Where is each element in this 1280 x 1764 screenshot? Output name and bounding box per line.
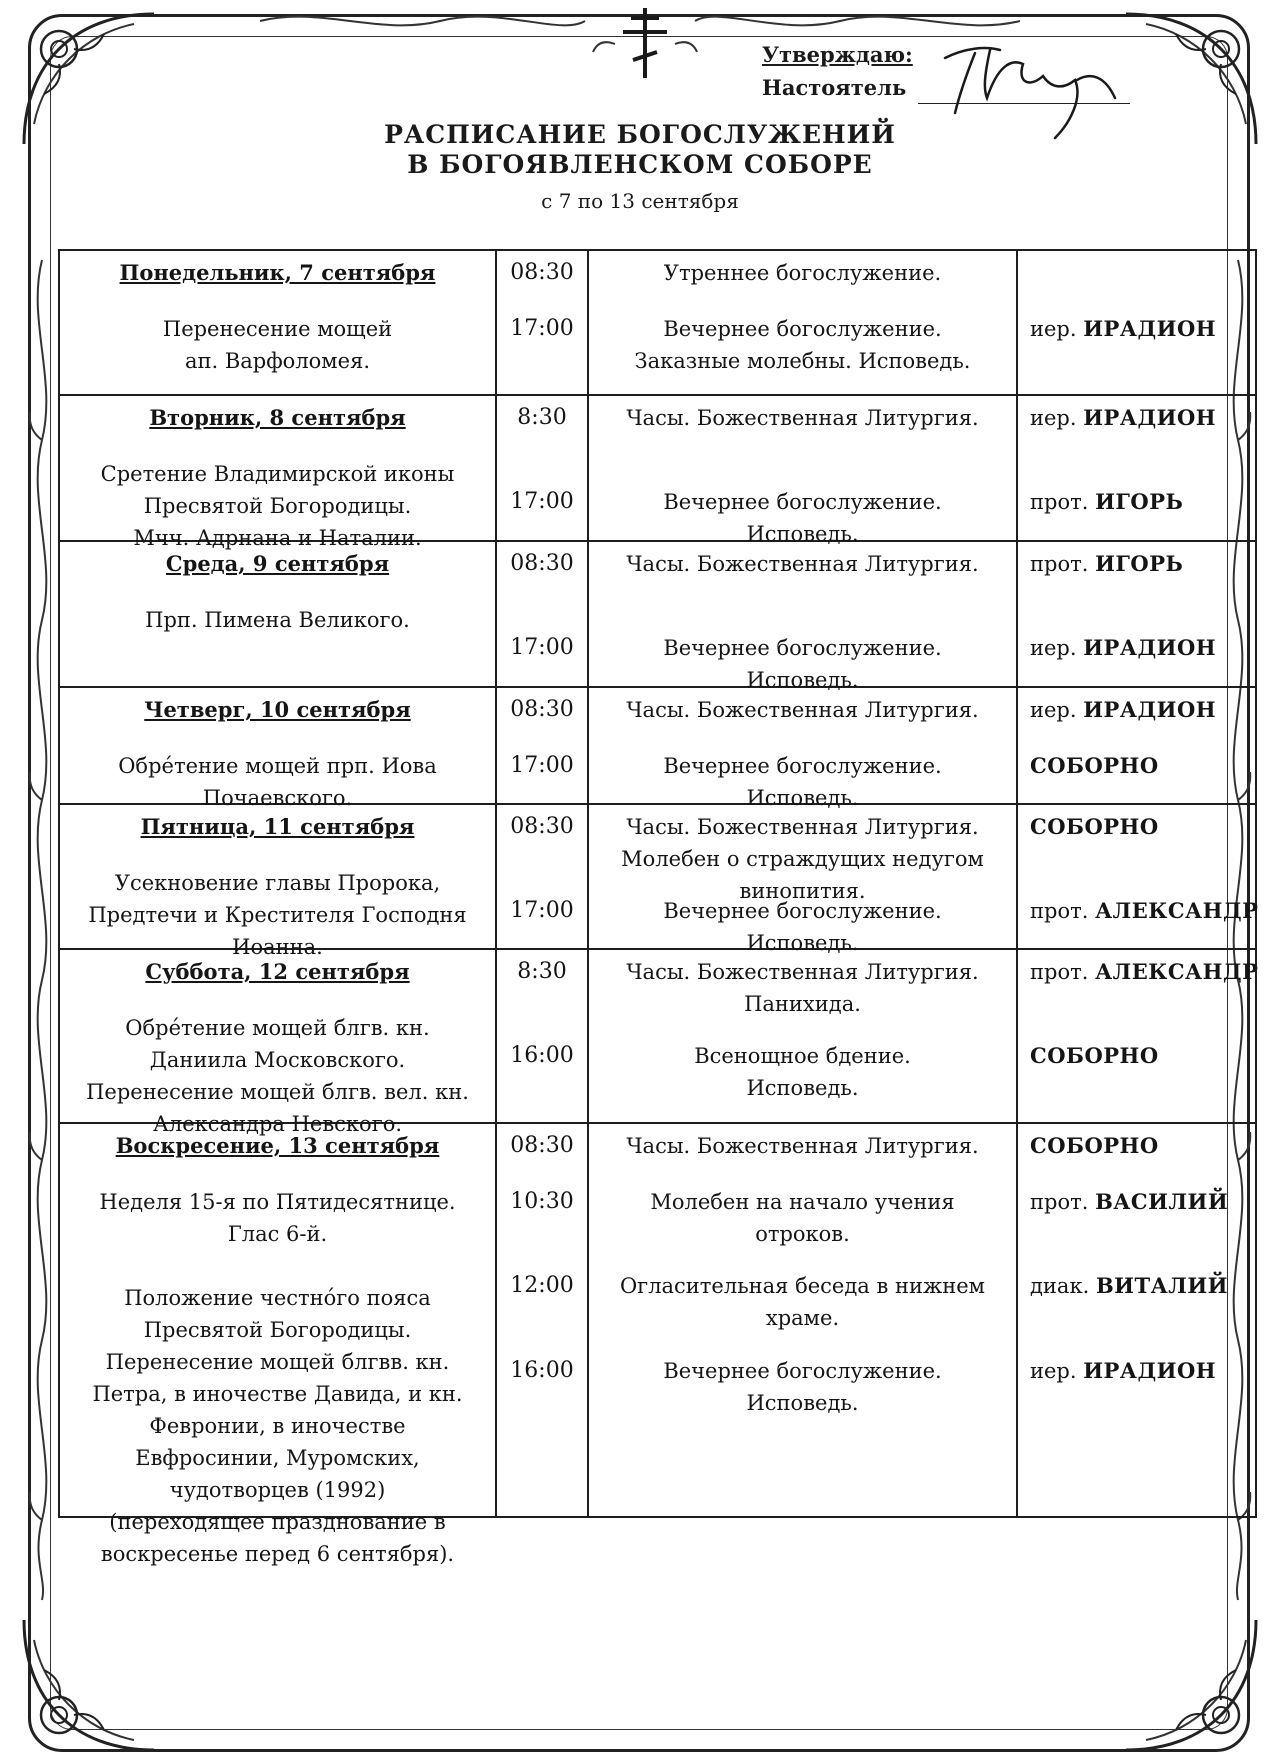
time-cell — [496, 1123, 588, 1517]
officiant — [1018, 486, 1255, 518]
service-time: 8:30 — [517, 405, 567, 430]
approval-label: Утверждаю: — [762, 42, 913, 67]
officiant-rank: прот. — [1030, 490, 1096, 514]
day-cell — [59, 250, 496, 395]
day-cell — [59, 1123, 496, 1566]
service-name: Молебен на начало учения отроков. — [650, 1190, 955, 1246]
service-time: 08:30 — [510, 551, 574, 576]
officiant-rank: иер. — [1030, 1359, 1084, 1383]
service-name: Всенощное бдение. Исповедь. — [694, 1044, 911, 1100]
officiant-rank: прот. — [1030, 899, 1096, 923]
officiant-name: АЛЕКСАНДР — [1095, 959, 1259, 984]
officiant-rank: диак. — [1030, 1274, 1096, 1298]
day-info — [60, 950, 495, 1136]
day-cell — [59, 395, 496, 550]
orthodox-cross-icon — [585, 4, 705, 84]
day-info — [60, 396, 495, 550]
service-time: 17:00 — [510, 635, 574, 660]
service-name: Вечернее богослужение. Заказные молебны. Исповедь. — [634, 317, 971, 373]
officiant-rank: иер. — [1030, 698, 1084, 722]
day-heading: Понедельник, 7 сентября — [119, 260, 436, 285]
service-name: Часы. Божественная Литургия. Панихида. — [626, 960, 979, 1016]
clergy-cell — [1017, 250, 1256, 395]
service-time: 17:00 — [510, 489, 574, 514]
service-time: 8:30 — [517, 959, 567, 984]
officiant-name: ИРАДИОН — [1083, 316, 1217, 341]
officiant — [1018, 632, 1255, 664]
feast-description: Перенесение мощей ап. Варфоломея. — [162, 317, 393, 373]
service-name: Вечернее богослужение. Исповедь. — [663, 636, 942, 692]
service-time: 17:00 — [510, 316, 574, 341]
day-info — [60, 805, 495, 959]
day-cell — [59, 541, 496, 687]
time-cell — [496, 687, 588, 804]
service-name: Часы. Божественная Литургия. — [626, 1134, 979, 1158]
time-cell — [496, 395, 588, 541]
clergy-cell — [1017, 541, 1256, 687]
service-time: 08:30 — [510, 260, 574, 285]
clergy-cell — [1017, 1123, 1256, 1517]
schedule-row — [59, 949, 1256, 1123]
officiant — [1018, 694, 1255, 726]
service-time: 10:30 — [510, 1189, 574, 1214]
schedule-row — [59, 541, 1256, 687]
schedule-row — [59, 395, 1256, 541]
officiant — [1018, 548, 1255, 580]
day-heading: Воскресение, 13 сентября — [115, 1133, 440, 1158]
officiant — [1018, 1186, 1255, 1218]
officiant — [1018, 811, 1255, 843]
day-cell — [59, 949, 496, 1136]
service-time: 17:00 — [510, 753, 574, 778]
feast-description: Усекновение главы Пророка, Предтечи и Крестителя Господня Иоанна. — [88, 871, 467, 959]
feast-description: Обре́тение мощей блгв. кн. Даниила Московского. Перенесение мощей блгв. вел. кн. Александра Невского. — [86, 1016, 469, 1136]
officiant-name: СОБОРНО — [1030, 1133, 1159, 1158]
day-heading: Пятница, 11 сентября — [140, 814, 415, 839]
day-info — [60, 542, 495, 686]
schedule-row — [59, 250, 1256, 395]
feast-description: Прп. Пимена Великого. — [145, 608, 410, 632]
day-heading: Суббота, 12 сентября — [145, 959, 410, 984]
vine-ornament-left — [22, 260, 62, 1600]
service-time: 16:00 — [510, 1358, 574, 1383]
service-name: Вечернее богослужение. Исповедь. — [663, 899, 942, 955]
officiant-rank: иер. — [1030, 406, 1084, 430]
officiant-name: ИРАДИОН — [1083, 1358, 1217, 1383]
day-cell — [59, 687, 496, 810]
service-cell — [588, 395, 1017, 546]
officiant — [1018, 895, 1259, 927]
day-info — [60, 251, 495, 394]
time-cell — [496, 250, 588, 395]
officiant-name: ИРАДИОН — [1083, 697, 1217, 722]
service-time: 08:30 — [510, 1133, 574, 1158]
clergy-cell — [1017, 395, 1256, 541]
officiant — [1018, 402, 1255, 434]
schedule-row — [59, 804, 1256, 949]
officiant-name: СОБОРНО — [1030, 753, 1159, 778]
day-heading: Четверг, 10 сентября — [144, 697, 411, 722]
service-time: 16:00 — [510, 1043, 574, 1068]
title-line-1: РАСПИСАНИЕ БОГОСЛУЖЕНИЙ — [384, 120, 896, 149]
corner-ornament-bottom-right — [1116, 1610, 1266, 1760]
day-info — [60, 688, 495, 810]
officiant-name: СОБОРНО — [1030, 814, 1159, 839]
day-heading: Среда, 9 сентября — [165, 551, 390, 576]
officiant-rank: иер. — [1030, 317, 1084, 341]
officiant — [1018, 750, 1255, 782]
service-name: Часы. Божественная Литургия. — [626, 698, 979, 722]
clergy-cell — [1017, 949, 1259, 1123]
service-name: Вечернее богослужение. Исповедь. — [663, 754, 942, 810]
service-name: Вечернее богослужение. Исповедь. — [663, 490, 942, 546]
service-name: Вечернее богослужение. Исповедь. — [663, 1359, 942, 1415]
officiant-rank: иер. — [1030, 636, 1084, 660]
officiant — [1018, 1270, 1255, 1302]
service-cell — [588, 687, 1017, 810]
rector-label: Настоятель — [762, 75, 907, 100]
time-cell — [496, 949, 588, 1123]
service-cell — [588, 250, 1017, 395]
feast-description: Обре́тение мощей прп. Иова Почаевского. — [118, 754, 437, 810]
time-cell — [496, 541, 588, 687]
day-info — [60, 1124, 495, 1566]
corner-ornament-bottom-left — [14, 1610, 164, 1760]
officiant-name: ИРАДИОН — [1083, 405, 1217, 430]
schedule-title — [0, 120, 1280, 180]
service-name: Огласительная беседа в нижнем храме. — [619, 1274, 986, 1330]
service-time: 08:30 — [510, 697, 574, 722]
feast-description: Сретение Владимирской иконы Пресвятой Богородицы. Мчч. Адрнана и Наталии. — [100, 462, 455, 550]
clergy-cell — [1017, 687, 1256, 804]
schedule-table — [58, 249, 1259, 1566]
service-name: Часы. Божественная Литургия. Молебен о страждущих недугом винопития. — [621, 815, 984, 903]
officiant-name: СОБОРНО — [1030, 1043, 1159, 1068]
schedule-row — [59, 687, 1256, 804]
officiant — [1018, 1130, 1255, 1162]
officiant-name: ИРАДИОН — [1083, 635, 1217, 660]
officiant-name: ВИТАЛИЙ — [1095, 1273, 1229, 1298]
feast-description: Неделя 15-я по Пятидесятнице. Глас 6-й. Положение честно́го пояса Пресвятой Богородицы. Перенесение мощей блгвв. кн. Петра, в иночестве Давида, и кн. Февронии, в иночестве Евфросинии, Муромских, чудотворцев (1992) (переходящее празднование в воскресенье перед 6 сентября). — [92, 1190, 463, 1566]
officiant-name: ИГОРЬ — [1095, 551, 1184, 576]
service-name: Часы. Божественная Литургия. — [626, 406, 979, 430]
clergy-cell — [1017, 804, 1259, 949]
officiant-name: ИГОРЬ — [1095, 489, 1184, 514]
title-line-2: В БОГОЯВЛЕНСКОМ СОБОРЕ — [407, 150, 873, 179]
service-name: Утреннее богослужение. — [663, 261, 942, 285]
time-cell — [496, 804, 588, 949]
service-cell — [588, 1123, 1017, 1517]
officiant — [1018, 1040, 1255, 1072]
service-time: 12:00 — [510, 1273, 574, 1298]
officiant-rank: прот. — [1030, 960, 1096, 984]
officiant — [1018, 313, 1255, 345]
officiant-rank: прот. — [1030, 1190, 1096, 1214]
service-cell — [588, 541, 1017, 692]
day-heading: Вторник, 8 сентября — [149, 405, 406, 430]
officiant-rank: прот. — [1030, 552, 1096, 576]
service-name: Часы. Божественная Литургия. — [626, 552, 979, 576]
date-range: с 7 по 13 сентября — [541, 189, 739, 213]
officiant-name: ВАСИЛИЙ — [1095, 1189, 1229, 1214]
service-time: 17:00 — [510, 898, 574, 923]
schedule-row — [59, 1123, 1256, 1517]
service-time: 08:30 — [510, 814, 574, 839]
service-cell — [588, 804, 1017, 955]
service-cell — [588, 949, 1017, 1123]
officiant — [1018, 1355, 1255, 1387]
officiant-name: АЛЕКСАНДР — [1095, 898, 1259, 923]
day-cell — [59, 804, 496, 959]
officiant — [1018, 956, 1259, 988]
